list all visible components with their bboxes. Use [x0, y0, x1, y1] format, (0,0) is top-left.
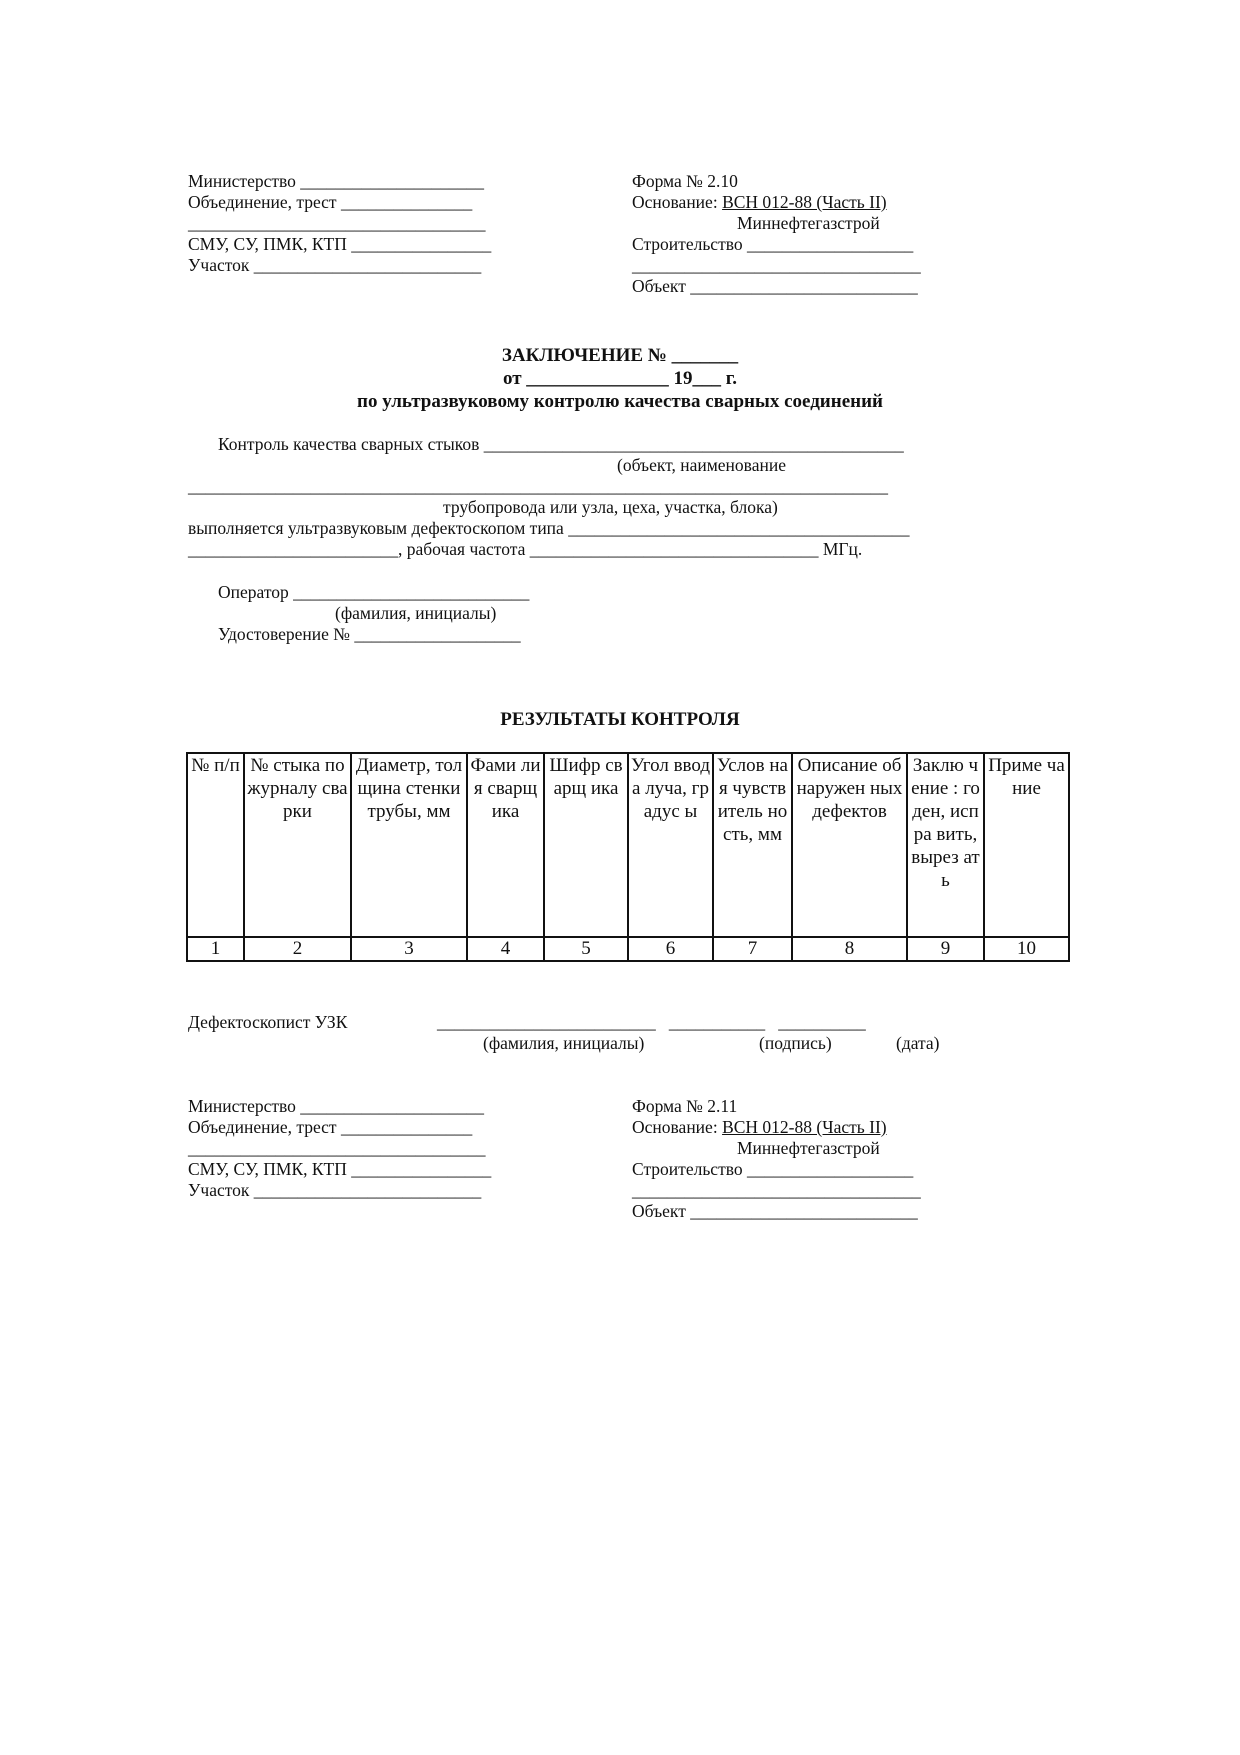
table-header-row [187, 753, 1069, 937]
column-header: Приме чание [984, 753, 1069, 937]
smu-field: СМУ, СУ, ПМК, КТП ________________ [188, 234, 492, 254]
column-number: 3 [351, 937, 467, 961]
blank-line: ________________________________________________________________________________ [188, 476, 888, 496]
association-field: Объединение, трест _______________ [188, 1117, 473, 1137]
smu-field: СМУ, СУ, ПМК, КТП ________________ [188, 1159, 492, 1179]
basis-line [632, 1117, 887, 1138]
column-number: 1 [187, 937, 244, 961]
column-header: № стыка по журналу сварки [244, 753, 351, 937]
construction-field: Строительство ___________________ [632, 1159, 914, 1179]
construction-field: Строительство ___________________ [632, 234, 914, 254]
ministry-name: Миннефтегазстрой [737, 1138, 880, 1158]
ministry-field: Министерство _____________________ [188, 1096, 485, 1116]
signature-lines: _________________________ ___________ __________ [437, 1012, 866, 1032]
form-number: Форма № 2.10 [632, 171, 738, 191]
basis-label: Основание: [632, 192, 723, 212]
inspector-label: Дефектоскопист УЗК [188, 1012, 348, 1032]
object-hint: (объект, наименование [617, 455, 786, 475]
pipeline-hint: трубопровода или узла, цеха, участка, блока) [443, 497, 778, 517]
blank-line: _________________________________ [632, 1180, 921, 1200]
column-number-row [187, 937, 1069, 961]
control-line: Контроль качества сварных стыков ________________________________________________ [218, 434, 904, 454]
basis-reference: ВСН 012-88 (Часть II) [722, 192, 887, 212]
ministry-name: Миннефтегазстрой [737, 213, 880, 233]
basis-label: Основание: [632, 1117, 723, 1137]
device-line: выполняется ультразвуковым дефектоскопом типа _______________________________________ [188, 518, 910, 538]
form-number: Форма № 2.11 [632, 1096, 738, 1116]
sign-hint: (подпись) [759, 1033, 832, 1053]
column-number: 4 [467, 937, 544, 961]
column-number: 9 [907, 937, 984, 961]
results-table [186, 752, 1070, 962]
column-number: 7 [713, 937, 792, 961]
name-hint: (фамилия, инициалы) [483, 1033, 645, 1053]
object-field: Объект __________________________ [632, 276, 918, 296]
conclusion-title: ЗАКЛЮЧЕНИЕ № _______ [501, 345, 739, 366]
results-heading: РЕЗУЛЬТАТЫ КОНТРОЛЯ [500, 709, 740, 730]
conclusion-subtitle: по ультразвуковому контролю качества сварных соединений [357, 391, 883, 412]
ministry-field: Министерство _____________________ [188, 171, 485, 191]
column-header: Угол ввода луча, градус ы [628, 753, 713, 937]
blank-line: __________________________________ [188, 213, 486, 233]
column-number: 5 [544, 937, 628, 961]
column-header: Услов ная чувств итель ность, мм [713, 753, 792, 937]
conclusion-date: от _______________ 19___ г. [502, 368, 738, 389]
column-number: 10 [984, 937, 1069, 961]
operator-field: Оператор ___________________________ [218, 582, 530, 602]
frequency-line: ________________________, рабочая частота _________________________________ МГц. [188, 539, 863, 559]
basis-line [632, 192, 887, 213]
column-number: 8 [792, 937, 907, 961]
column-header: Заклю чение : годен, испра вить, вырез ать [907, 753, 984, 937]
date-hint: (дата) [896, 1033, 940, 1053]
object-field: Объект __________________________ [632, 1201, 918, 1221]
blank-line: __________________________________ [188, 1138, 486, 1158]
column-header: Шифр сварщ ика [544, 753, 628, 937]
column-header: Фами лия сварщ ика [467, 753, 544, 937]
blank-line: _________________________________ [632, 255, 921, 275]
certificate-field: Удостоверение № ___________________ [218, 624, 521, 644]
column-number: 2 [244, 937, 351, 961]
column-number: 6 [628, 937, 713, 961]
section-field: Участок __________________________ [188, 255, 482, 275]
basis-reference: ВСН 012-88 (Часть II) [722, 1117, 887, 1137]
column-header: № п/п [187, 753, 244, 937]
column-header: Описание обнаружен ных дефектов [792, 753, 907, 937]
column-header: Диаметр, толщина стенки трубы, мм [351, 753, 467, 937]
section-field: Участок __________________________ [188, 1180, 482, 1200]
operator-hint: (фамилия, инициалы) [335, 603, 497, 623]
association-field: Объединение, трест _______________ [188, 192, 473, 212]
